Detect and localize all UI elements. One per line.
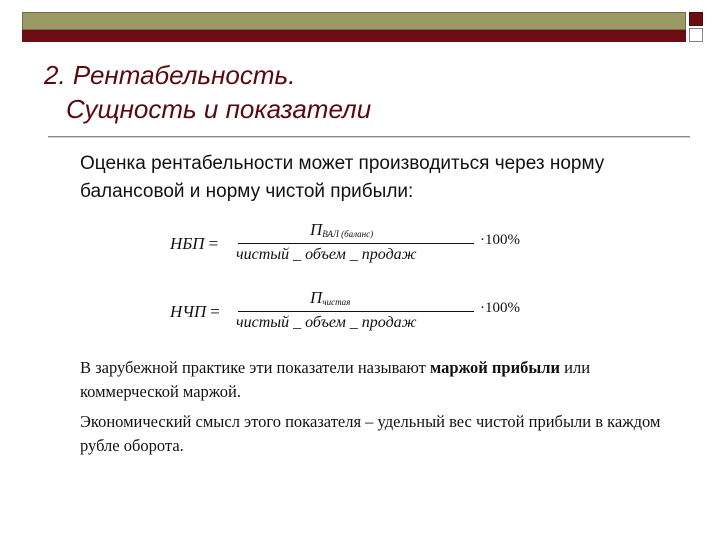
numerator-subscript: чистая bbox=[322, 297, 351, 307]
paragraph-margin bbox=[80, 356, 680, 404]
fraction-bar bbox=[238, 243, 474, 244]
numerator-symbol: П bbox=[310, 288, 323, 307]
header-band-olive bbox=[22, 12, 686, 30]
slide-title bbox=[44, 58, 371, 126]
formula-numerator bbox=[310, 220, 373, 240]
formula-equals: = bbox=[210, 302, 220, 321]
title-divider bbox=[48, 136, 690, 138]
formula-numerator bbox=[310, 288, 350, 308]
formula-multiplier: ·100% bbox=[480, 232, 520, 248]
header-band-dark bbox=[22, 30, 686, 42]
formula-lhs-symbol: НБП bbox=[170, 234, 205, 253]
formula-lhs-symbol: НЧП bbox=[170, 302, 207, 321]
formula-equals: = bbox=[208, 234, 219, 253]
title-line-1: 2. Рентабельность. bbox=[44, 60, 296, 90]
paragraph-meaning: Экономический смысл этого показателя – удельный вес чистой прибыли в каждом рубле оборота. bbox=[80, 412, 661, 455]
numerator-subscript: ВАЛ (баланс) bbox=[322, 229, 374, 239]
formula-nchp bbox=[170, 288, 550, 342]
formula-lhs bbox=[170, 302, 220, 322]
paragraph-margin-post: или коммерческой маржой. bbox=[80, 358, 591, 401]
formula-denominator: чистый _ объем _ продаж bbox=[236, 314, 417, 331]
formula-denominator: чистый _ объем _ продаж bbox=[236, 246, 417, 263]
formula-nbp bbox=[170, 220, 550, 274]
corner-square-light bbox=[689, 28, 703, 42]
paragraph-margin-bold: маржой прибыли bbox=[429, 358, 561, 377]
fraction-bar bbox=[238, 311, 474, 312]
intro-text: Оценка рентабельности может производиться через норму балансовой и норму чистой прибыли: bbox=[80, 153, 605, 202]
title-line-2: Сущность и показатели bbox=[66, 94, 372, 124]
corner-square-dark bbox=[689, 12, 703, 26]
formula-lhs bbox=[170, 234, 218, 254]
paragraph-margin-pre: В зарубежной практике эти показатели называют bbox=[80, 358, 430, 377]
formula-multiplier: ·100% bbox=[480, 300, 520, 316]
numerator-symbol: П bbox=[310, 220, 323, 239]
